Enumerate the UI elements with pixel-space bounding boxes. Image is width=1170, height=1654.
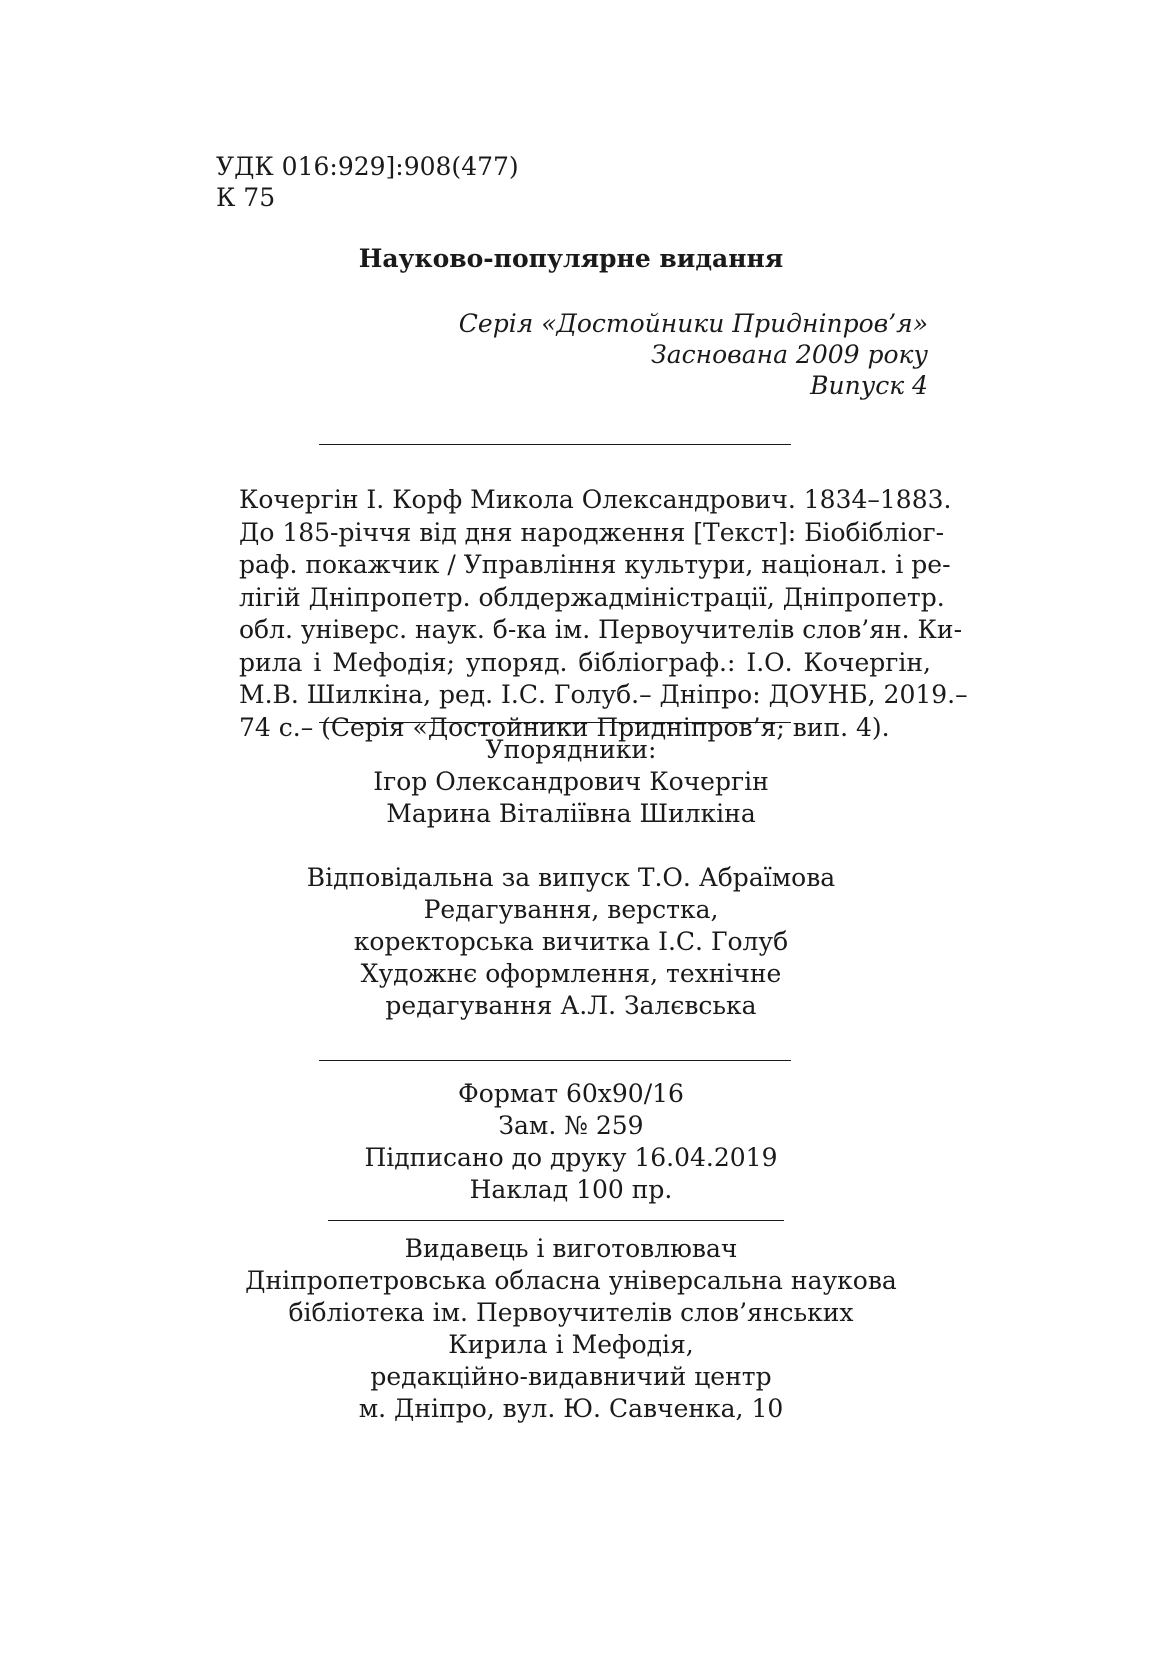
print-run: Наклад 100 пр. (469, 1175, 673, 1204)
credit-line: редагування А.Л. Залєвська (385, 991, 757, 1020)
publisher-line: Дніпропетровська обласна універсальна наукова (245, 1266, 897, 1295)
print-format: Формат 60х90/16 (458, 1079, 684, 1108)
biblio-line: До 185-річчя від дня народження [Текст]: Біобібліог- (239, 517, 945, 547)
signed-to-print: Підписано до друку 16.04.2019 (364, 1143, 778, 1172)
biblio-line: раф. покажчик / Управління культури, націонал. і ре- (239, 550, 951, 579)
biblio-line: 74 с.– (Серія «Достойники Придніпров’я; вип. 4). (239, 712, 890, 742)
biblio-line: рила і Мефодія; упоряд. бібліограф.: І.О. Кочергін, (239, 647, 931, 677)
biblio-line: Кочергін І. Корф Микола Олександрович. 1834–1883. (239, 485, 952, 514)
order-number: Зам. № 259 (498, 1111, 644, 1140)
divider-publisher (328, 1220, 784, 1221)
biblio-line: обл. універс. наук. б-ка ім. Первоучителів слов’ян. Ки- (239, 615, 963, 644)
edition-type: Науково-популярне видання (358, 244, 784, 273)
publisher-line: Кирила і Мефодія, (448, 1330, 694, 1359)
series-issue: Випуск 4 (810, 371, 928, 400)
credit-line: Відповідальна за випуск Т.О. Абраїмова (306, 863, 836, 892)
compiler-name: Ігор Олександрович Кочергін (373, 767, 769, 796)
publisher-line: бібліотека ім. Первоучителів слов’янських (288, 1298, 854, 1327)
udc-code: УДК 016:929]:908(477) (216, 152, 519, 181)
bibliographic-record (239, 484, 968, 744)
divider-top (319, 444, 791, 445)
biblio-line: М.В. Шилкіна, ред. І.С. Голуб.– Дніпро: ДОУНБ, 2019.– (239, 680, 968, 709)
credit-line: Художнє оформлення, технічне (360, 959, 782, 988)
credit-line: коректорська вичитка І.С. Голуб (353, 927, 789, 956)
divider-biblio-end (319, 722, 791, 723)
publisher-address: м. Дніпро, вул. Ю. Савченка, 10 (358, 1394, 784, 1423)
biblio-line: лігій Дніпропетр. облдержадміністрації, Дніпропетр. (239, 582, 945, 612)
publisher-line: редакційно-видавничий центр (370, 1362, 772, 1391)
bbk-code: К 75 (216, 183, 276, 212)
compilers-heading: Упорядники: (485, 735, 657, 764)
publisher-line: Видавець і виготовлювач (404, 1234, 738, 1263)
series-name: Серія «Достойники Придніпров’я» (458, 309, 928, 338)
divider-print (319, 1060, 791, 1061)
credit-line: Редагування, верстка, (423, 895, 719, 924)
series-founded: Заснована 2009 року (651, 340, 928, 369)
compiler-name: Марина Віталіївна Шилкіна (386, 799, 756, 828)
